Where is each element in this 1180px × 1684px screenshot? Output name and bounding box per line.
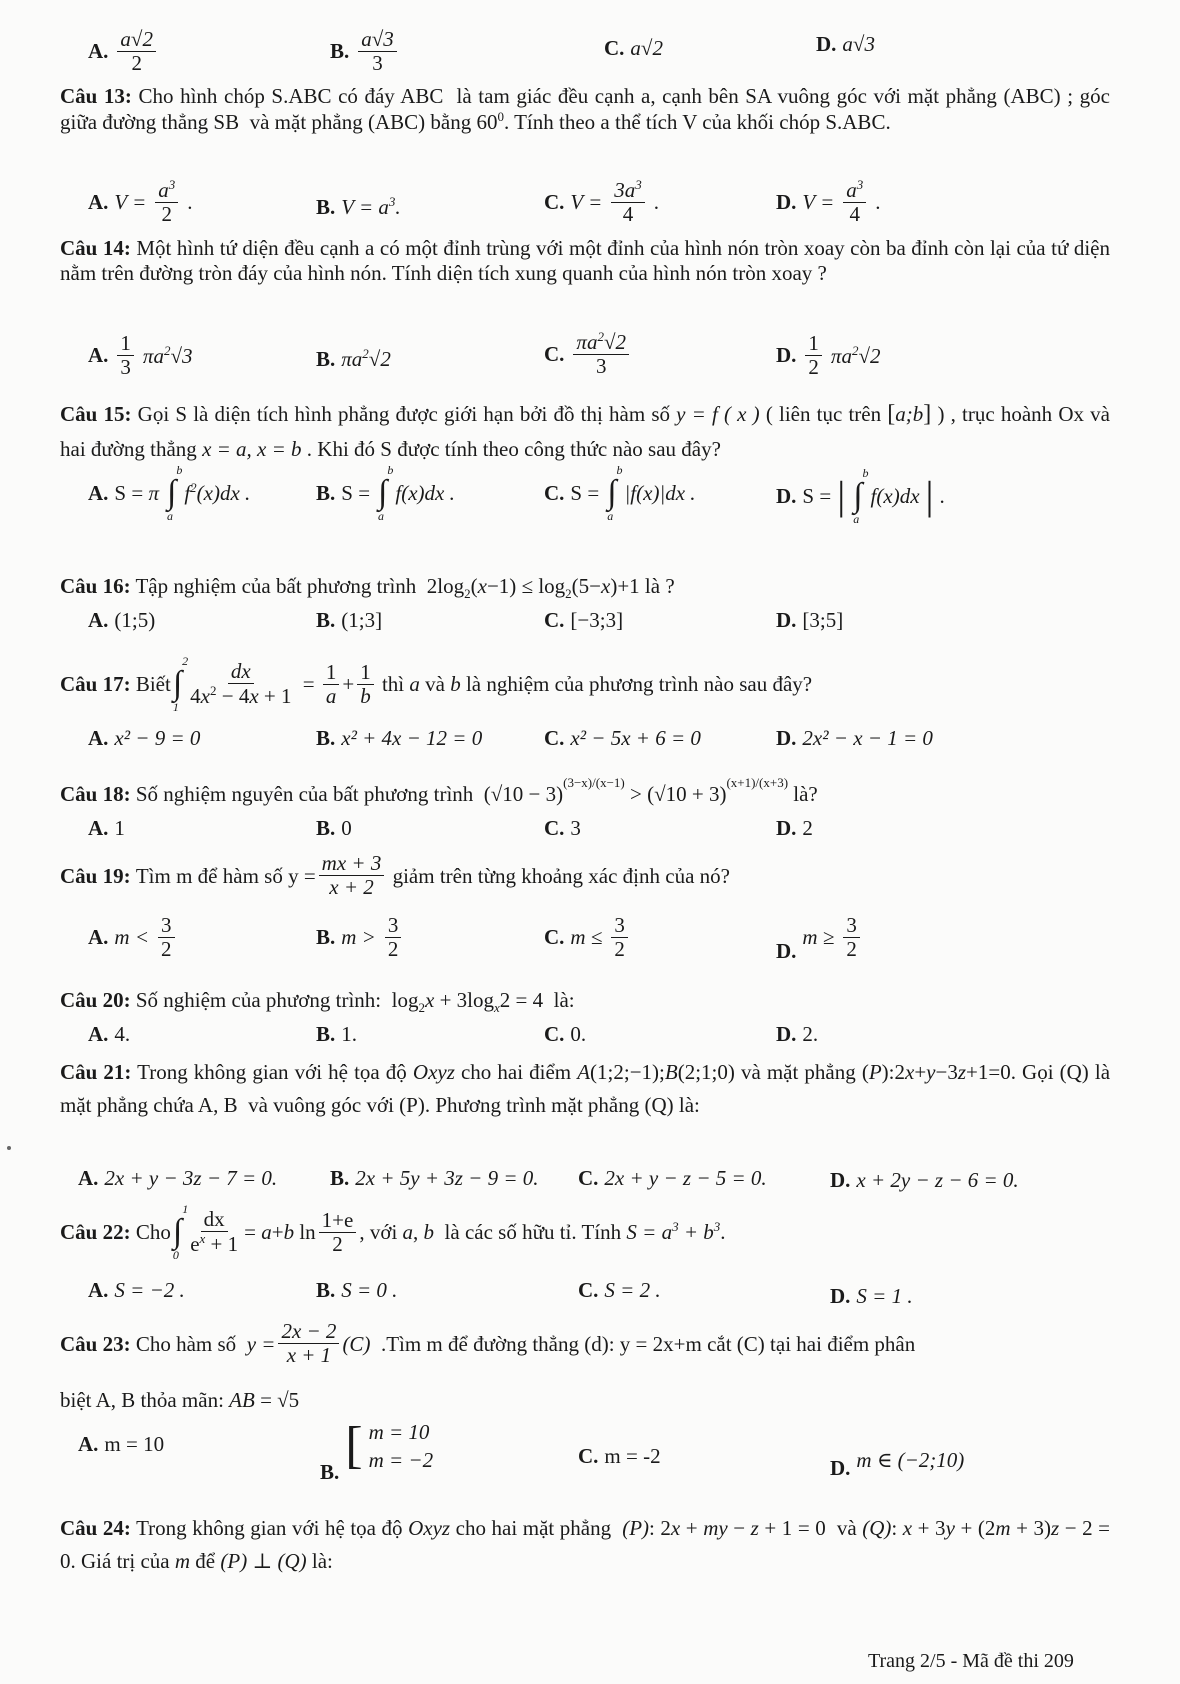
q14-option-c: C. $\frac{\pi a^2√2}{3}$ (544, 330, 632, 378)
q19-text: Câu 19: Tìm m để hàm số y = $\frac{mx + 3}{x + 2}$ giảm trên từng khoảng xác định của nó? (60, 851, 730, 900)
q23-text-line2: biệt A, B thỏa mãn: AB = √5 (60, 1388, 300, 1412)
q17-option-d: D. 2x² − x − 1 = 0 (776, 726, 933, 750)
q22-option-c: C. S = 2 . (578, 1278, 661, 1302)
q23-text-line1: Câu 23: Cho hàm số y = $\frac{2x - 2}{x + 1}$ (C) .Tìm m để đường thẳng (d): y = 2x+m cắt (C) tại hai điểm phân (60, 1319, 916, 1368)
q19-option-d: D. m ≥ $\frac{3}{2}$ (776, 914, 863, 961)
q23-option-a: A. m = 10 (78, 1432, 165, 1456)
q12-option-d: D. a√3 (816, 32, 875, 56)
q20-text: Câu 20: Số nghiệm của phương trình: $\log_2x + 3\log_x2 = 4$ là: (60, 988, 575, 1016)
q14-text: Câu 14: Một hình tứ diện đều cạnh a có một đỉnh trùng với một đỉnh của hình nón tròn xoay còn ba đỉnh còn lại của tứ diện nằm trên đường tròn đáy của hình nón. Tính diện tích xung quanh của hình nón tròn xoay ? (60, 236, 1110, 286)
q24-text: Câu 24: Trong không gian với hệ tọa độ Oxyz cho hai mặt phẳng (P): 2x + my − z + 1 = 0 và (Q): x + 3y + (2m + 3)z − 2 = 0. Giá trị của m để (P) ⊥ (Q) là: (60, 1516, 1111, 1573)
q19-option-c: C. m ≤ $\frac{3}{2}$ (544, 914, 631, 961)
q18-option-d: D. 2 (776, 816, 813, 840)
q20-option-b: B. 1. (316, 1022, 358, 1046)
q22-option-b: B. S = 0 . (316, 1278, 398, 1302)
q19-option-b: B. m > $\frac{3}{2}$ (316, 914, 404, 961)
q17-text: Câu 17: Biết ∫ 2 1 $\frac{dx}{4x^2 - 4x + 1}$ = $\frac{1}{a}$ + $\frac{1}{b}$ thì a và b là nghiệm của phương trình nào sau đây? (60, 654, 813, 715)
q20-option-d: D. 2. (776, 1022, 819, 1046)
q17-option-a: A. x² − 9 = 0 (88, 726, 201, 750)
q18-text: Câu 18: Số nghiệm nguyên của bất phương trình $(√10 - 3)^{(3-x)/(x-1)} > (√10 + 3)^{(x+1)/(x+3)}$ là? (60, 775, 818, 806)
q13-option-b: B. $V = a^3$. (316, 194, 401, 219)
q18-option-c: C. 3 (544, 816, 581, 840)
q22-option-d: D. S = 1 . (830, 1284, 913, 1308)
q23-option-b: B. [ m = 10 m = −2 (320, 1417, 434, 1484)
q14-option-a: A. $\frac{1}{3}$ $\pi a^2√3$ (88, 331, 193, 380)
q18-option-a: A. 1 (88, 816, 125, 840)
q15-text: Câu 15: Gọi S là diện tích hình phẳng được giới hạn bởi đồ thị hàm số y = f ( x ) ( liên tục trên [a;b] ) , trục hoành Ox và hai đường thẳng x = a, x = b . Khi đó S được tính theo công thức nào sau đây? (60, 401, 1110, 462)
q18-option-b: B. 0 (316, 816, 352, 840)
q12-option-a: A. $\frac{a√2}{2}$ (88, 28, 159, 75)
scan-speck (7, 1146, 11, 1150)
q15-option-d: D. S = | ∫ b a f(x)dx | . (776, 466, 945, 526)
q23-option-d: D. m ∈ (−2;10) (830, 1448, 965, 1480)
q12-option-b: B. $\frac{a√3}{3}$ (330, 28, 400, 75)
q16-option-d: D. [3;5] (776, 608, 844, 632)
q21-text: Câu 21: Trong không gian với hệ tọa độ Oxyz cho hai điểm A(1;2;−1);B(2;1;0) và mặt phẳng (P):2x+y−3z+1=0. Gọi (Q) là mặt phẳng chứa A, B và vuông góc với (P). Phương trình mặt phẳng (Q) là: (60, 1060, 1111, 1117)
q13-option-c: C. V = $\frac{3a^3}{4}$ . (544, 177, 660, 227)
q19-option-a: A. m < $\frac{3}{2}$ (88, 914, 178, 961)
q22-text: Câu 22: Cho ∫ 1 0 $\frac{dx}{e^x + 1}$ = a + b ln $\frac{1+e}{2}$ , với a , b là các số hữu tỉ. Tính $S = a^3 + b^3$ . (60, 1202, 726, 1263)
q23-option-c: C. m = -2 (578, 1444, 661, 1468)
q17-option-b: B. x² + 4x − 12 = 0 (316, 726, 483, 750)
q15-option-c: C. S = ∫ b a |f(x)|dx . (544, 463, 696, 523)
q12-option-c: C. a√2 (604, 36, 663, 60)
q22-option-a: A. S = −2 . (88, 1278, 185, 1302)
q16-option-c: C. [−3;3] (544, 608, 624, 632)
q21-option-d: D. x + 2y − z − 6 = 0. (830, 1168, 1019, 1192)
q20-option-c: C. 0. (544, 1022, 587, 1046)
page-footer: Trang 2/5 - Mã đề thi 209 (868, 1650, 1074, 1672)
q16-text: Câu 16: Tập nghiệm của bất phương trình $2\log_2(x-1) \le \log_2(5-x)+1$ là ? (60, 574, 675, 602)
q13-option-a: A. V = $\frac{a^3}{2}$ . (88, 177, 193, 227)
q14-option-b: B. $\pi a^2√2$ (316, 346, 391, 371)
q13-text: Câu 13: Cho hình chóp S.ABC có đáy ABC là tam giác đều cạnh a, cạnh bên SA vuông góc với mặt phẳng (ABC) ; góc giữa đường thẳng SB và mặt phẳng (ABC) bằng $60^0$. Tính theo a thể tích V của khối chóp S.ABC. (60, 84, 1110, 135)
q20-option-a: A. 4. (88, 1022, 131, 1046)
q15-option-b: B. S = ∫ b a f(x)dx . (316, 463, 455, 523)
q21-option-a: A. 2x + y − 3z − 7 = 0. (78, 1166, 278, 1190)
q13-option-d: D. V = $\frac{a^3}{4}$ . (776, 177, 881, 227)
q17-option-c: C. x² − 5x + 6 = 0 (544, 726, 701, 750)
q14-option-d: D. $\frac{1}{2}$ $\pi a^2√2$ (776, 331, 881, 380)
q21-option-c: C. 2x + y − z − 5 = 0. (578, 1166, 767, 1190)
q16-option-a: A. (1;5) (88, 608, 156, 632)
q15-option-a: A. S = π ∫ b a $f^2(x)dx$ . (88, 463, 251, 523)
q21-option-b: B. 2x + 5y + 3z − 9 = 0. (330, 1166, 539, 1190)
q16-option-b: B. (1;3] (316, 608, 383, 632)
